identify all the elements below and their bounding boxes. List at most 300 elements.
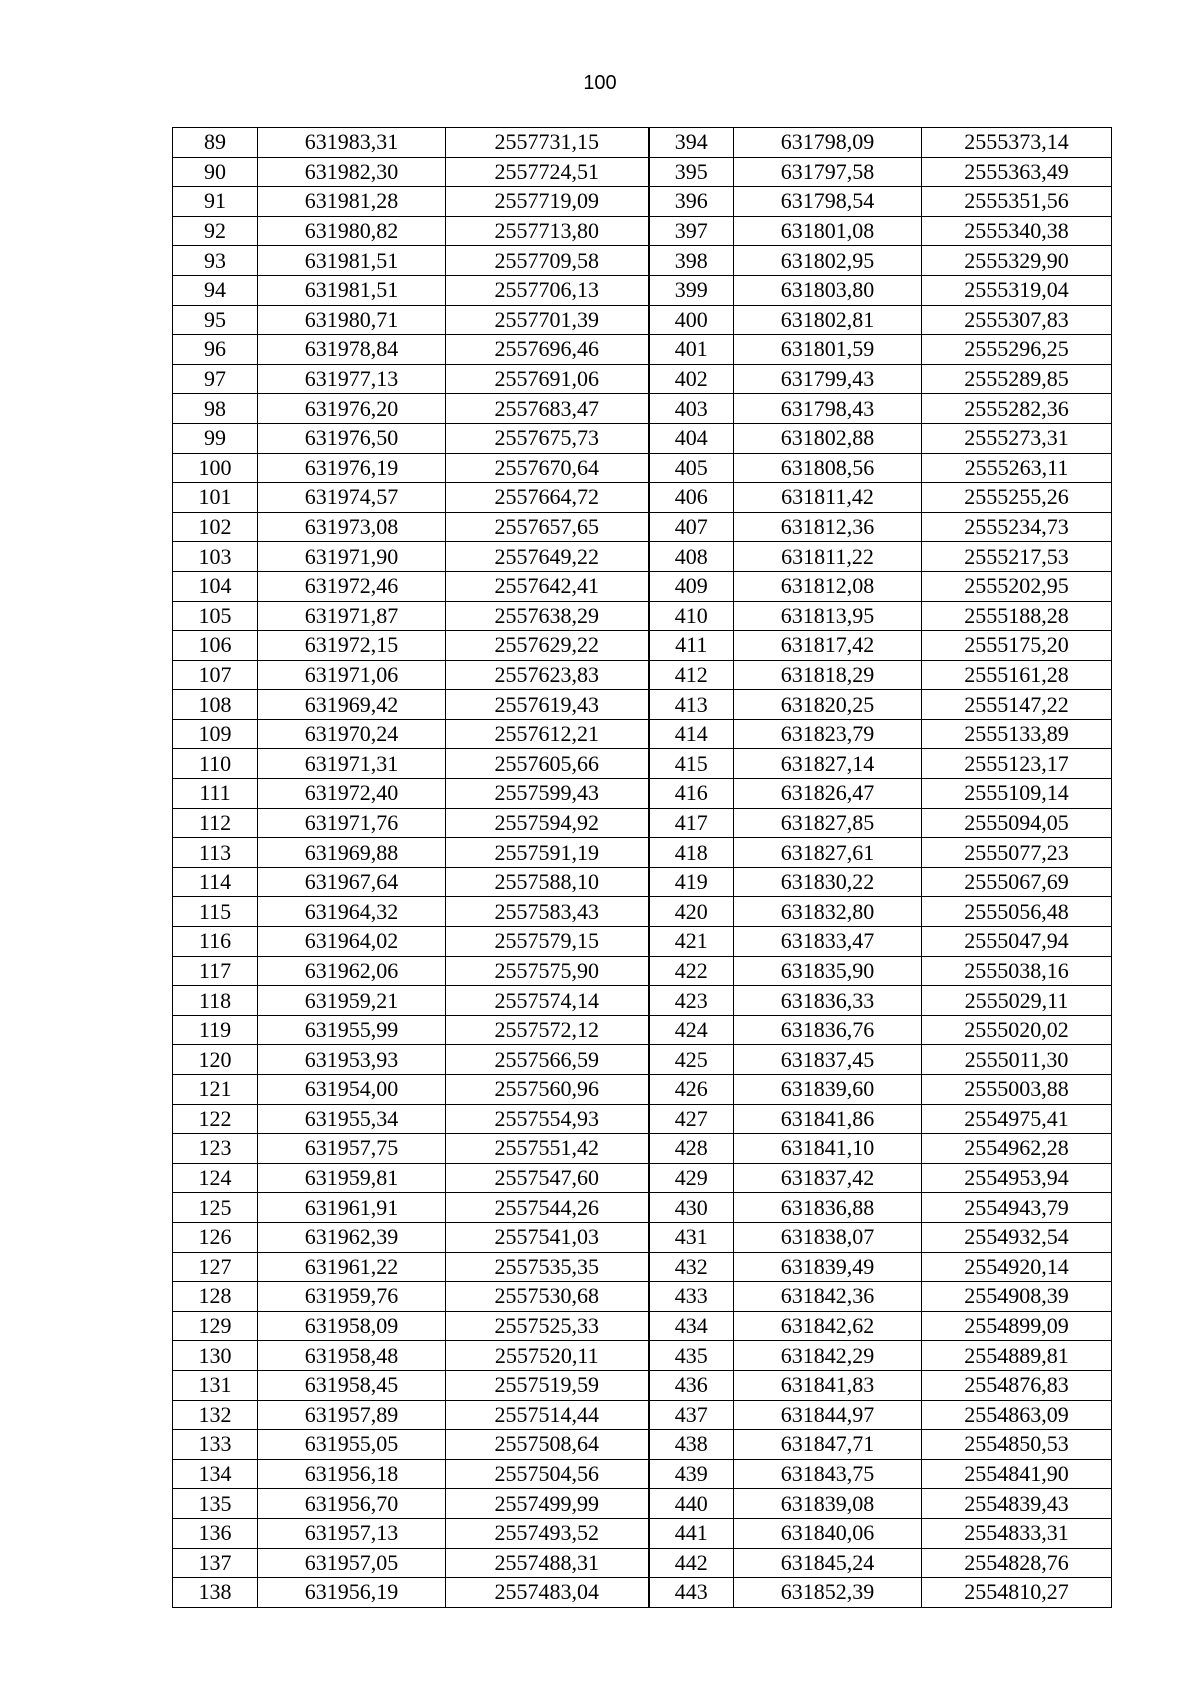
y-coordinate-right: 2555161,28	[922, 660, 1112, 690]
y-coordinate-left: 2557701,39	[446, 305, 649, 335]
x-coordinate-right: 631836,76	[734, 1015, 922, 1045]
x-coordinate-left: 631972,46	[258, 571, 446, 601]
table-row	[173, 956, 1112, 986]
point-number-right: 421	[649, 927, 734, 957]
point-number-right: 398	[649, 246, 734, 276]
table-row	[173, 719, 1112, 749]
y-coordinate-right: 2554863,09	[922, 1400, 1112, 1430]
y-coordinate-left: 2557713,80	[446, 216, 649, 246]
y-coordinate-right: 2555020,02	[922, 1015, 1112, 1045]
y-coordinate-left: 2557499,99	[446, 1489, 649, 1519]
x-coordinate-left: 631957,13	[258, 1518, 446, 1548]
y-coordinate-left: 2557535,35	[446, 1252, 649, 1282]
point-number-left: 120	[173, 1045, 258, 1075]
y-coordinate-left: 2557731,15	[446, 128, 649, 158]
x-coordinate-right: 631832,80	[734, 897, 922, 927]
y-coordinate-right: 2554828,76	[922, 1548, 1112, 1578]
point-number-left: 94	[173, 275, 258, 305]
x-coordinate-left: 631953,93	[258, 1045, 446, 1075]
point-number-right: 420	[649, 897, 734, 927]
point-number-left: 114	[173, 867, 258, 897]
point-number-right: 416	[649, 779, 734, 809]
point-number-right: 400	[649, 305, 734, 335]
x-coordinate-right: 631797,58	[734, 157, 922, 187]
point-number-left: 95	[173, 305, 258, 335]
x-coordinate-left: 631956,18	[258, 1459, 446, 1489]
y-coordinate-left: 2557623,83	[446, 660, 649, 690]
x-coordinate-right: 631808,56	[734, 453, 922, 483]
x-coordinate-right: 631837,45	[734, 1045, 922, 1075]
y-coordinate-right: 2555123,17	[922, 749, 1112, 779]
point-number-right: 432	[649, 1252, 734, 1282]
y-coordinate-left: 2557657,65	[446, 512, 649, 542]
x-coordinate-right: 631840,06	[734, 1518, 922, 1548]
point-number-left: 132	[173, 1400, 258, 1430]
point-number-left: 116	[173, 927, 258, 957]
x-coordinate-right: 631798,54	[734, 187, 922, 217]
y-coordinate-right: 2555029,11	[922, 986, 1112, 1016]
x-coordinate-left: 631959,81	[258, 1163, 446, 1193]
table-row	[173, 1489, 1112, 1519]
x-coordinate-right: 631827,61	[734, 838, 922, 868]
x-coordinate-left: 631957,89	[258, 1400, 446, 1430]
x-coordinate-right: 631839,60	[734, 1075, 922, 1105]
x-coordinate-left: 631972,40	[258, 779, 446, 809]
table-row	[173, 1548, 1112, 1578]
y-coordinate-right: 2555296,25	[922, 335, 1112, 365]
point-number-right: 428	[649, 1134, 734, 1164]
y-coordinate-left: 2557642,41	[446, 571, 649, 601]
x-coordinate-right: 631838,07	[734, 1222, 922, 1252]
x-coordinate-left: 631959,21	[258, 986, 446, 1016]
y-coordinate-left: 2557591,19	[446, 838, 649, 868]
y-coordinate-right: 2555319,04	[922, 275, 1112, 305]
point-number-left: 131	[173, 1370, 258, 1400]
point-number-left: 112	[173, 808, 258, 838]
x-coordinate-right: 631803,80	[734, 275, 922, 305]
y-coordinate-left: 2557696,46	[446, 335, 649, 365]
point-number-right: 437	[649, 1400, 734, 1430]
point-number-right: 401	[649, 335, 734, 365]
point-number-right: 404	[649, 423, 734, 453]
x-coordinate-left: 631981,51	[258, 246, 446, 276]
point-number-right: 442	[649, 1548, 734, 1578]
x-coordinate-right: 631823,79	[734, 719, 922, 749]
y-coordinate-right: 2555067,69	[922, 867, 1112, 897]
point-number-left: 111	[173, 779, 258, 809]
x-coordinate-right: 631845,24	[734, 1548, 922, 1578]
x-coordinate-left: 631972,15	[258, 631, 446, 661]
x-coordinate-left: 631980,82	[258, 216, 446, 246]
point-number-left: 117	[173, 956, 258, 986]
x-coordinate-right: 631801,59	[734, 335, 922, 365]
point-number-left: 121	[173, 1075, 258, 1105]
y-coordinate-left: 2557683,47	[446, 394, 649, 424]
y-coordinate-right: 2555202,95	[922, 571, 1112, 601]
y-coordinate-left: 2557574,14	[446, 986, 649, 1016]
x-coordinate-right: 631835,90	[734, 956, 922, 986]
y-coordinate-right: 2554962,28	[922, 1134, 1112, 1164]
point-number-left: 91	[173, 187, 258, 217]
table-row	[173, 631, 1112, 661]
table-row	[173, 1400, 1112, 1430]
y-coordinate-right: 2555307,83	[922, 305, 1112, 335]
point-number-left: 97	[173, 364, 258, 394]
y-coordinate-left: 2557612,21	[446, 719, 649, 749]
table-row	[173, 157, 1112, 187]
y-coordinate-right: 2554833,31	[922, 1518, 1112, 1548]
y-coordinate-left: 2557724,51	[446, 157, 649, 187]
y-coordinate-right: 2554889,81	[922, 1341, 1112, 1371]
point-number-left: 90	[173, 157, 258, 187]
table-row	[173, 335, 1112, 365]
y-coordinate-right: 2554975,41	[922, 1104, 1112, 1134]
y-coordinate-left: 2557594,92	[446, 808, 649, 838]
y-coordinate-right: 2554850,53	[922, 1430, 1112, 1460]
point-number-right: 409	[649, 571, 734, 601]
table-row	[173, 1430, 1112, 1460]
y-coordinate-left: 2557599,43	[446, 779, 649, 809]
y-coordinate-left: 2557605,66	[446, 749, 649, 779]
table-row	[173, 394, 1112, 424]
x-coordinate-left: 631971,31	[258, 749, 446, 779]
point-number-left: 101	[173, 483, 258, 513]
point-number-left: 100	[173, 453, 258, 483]
point-number-left: 113	[173, 838, 258, 868]
x-coordinate-left: 631962,39	[258, 1222, 446, 1252]
table-row	[173, 542, 1112, 572]
x-coordinate-right: 631841,83	[734, 1370, 922, 1400]
table-row	[173, 512, 1112, 542]
y-coordinate-left: 2557719,09	[446, 187, 649, 217]
x-coordinate-right: 631827,14	[734, 749, 922, 779]
x-coordinate-left: 631957,75	[258, 1134, 446, 1164]
point-number-right: 443	[649, 1578, 734, 1608]
table-row	[173, 867, 1112, 897]
y-coordinate-right: 2554908,39	[922, 1282, 1112, 1312]
table-row	[173, 1163, 1112, 1193]
y-coordinate-left: 2557583,43	[446, 897, 649, 927]
x-coordinate-right: 631812,08	[734, 571, 922, 601]
point-number-right: 402	[649, 364, 734, 394]
point-number-right: 425	[649, 1045, 734, 1075]
x-coordinate-left: 631958,09	[258, 1311, 446, 1341]
y-coordinate-right: 2555038,16	[922, 956, 1112, 986]
x-coordinate-right: 631799,43	[734, 364, 922, 394]
point-number-left: 137	[173, 1548, 258, 1578]
table-row	[173, 1518, 1112, 1548]
x-coordinate-right: 631852,39	[734, 1578, 922, 1608]
table-row	[173, 1370, 1112, 1400]
y-coordinate-left: 2557483,04	[446, 1578, 649, 1608]
x-coordinate-left: 631971,90	[258, 542, 446, 572]
x-coordinate-left: 631961,91	[258, 1193, 446, 1223]
x-coordinate-right: 631839,49	[734, 1252, 922, 1282]
x-coordinate-right: 631798,43	[734, 394, 922, 424]
x-coordinate-right: 631820,25	[734, 690, 922, 720]
point-number-right: 411	[649, 631, 734, 661]
point-number-right: 436	[649, 1370, 734, 1400]
point-number-left: 122	[173, 1104, 258, 1134]
x-coordinate-left: 631957,05	[258, 1548, 446, 1578]
x-coordinate-left: 631976,19	[258, 453, 446, 483]
point-number-right: 422	[649, 956, 734, 986]
point-number-left: 105	[173, 601, 258, 631]
y-coordinate-left: 2557575,90	[446, 956, 649, 986]
point-number-right: 440	[649, 1489, 734, 1519]
x-coordinate-right: 631836,88	[734, 1193, 922, 1223]
point-number-right: 408	[649, 542, 734, 572]
y-coordinate-right: 2555263,11	[922, 453, 1112, 483]
x-coordinate-right: 631842,62	[734, 1311, 922, 1341]
y-coordinate-right: 2555351,56	[922, 187, 1112, 217]
y-coordinate-left: 2557579,15	[446, 927, 649, 957]
table-row	[173, 187, 1112, 217]
x-coordinate-right: 631798,09	[734, 128, 922, 158]
x-coordinate-right: 631836,33	[734, 986, 922, 1016]
x-coordinate-right: 631811,42	[734, 483, 922, 513]
y-coordinate-right: 2555047,94	[922, 927, 1112, 957]
point-number-right: 406	[649, 483, 734, 513]
point-number-right: 441	[649, 1518, 734, 1548]
y-coordinate-left: 2557493,52	[446, 1518, 649, 1548]
point-number-right: 423	[649, 986, 734, 1016]
x-coordinate-right: 631802,88	[734, 423, 922, 453]
point-number-right: 431	[649, 1222, 734, 1252]
x-coordinate-left: 631976,50	[258, 423, 446, 453]
table-row	[173, 423, 1112, 453]
page-number: 100	[583, 72, 617, 94]
point-number-right: 399	[649, 275, 734, 305]
point-number-right: 395	[649, 157, 734, 187]
point-number-right: 419	[649, 867, 734, 897]
y-coordinate-left: 2557706,13	[446, 275, 649, 305]
x-coordinate-right: 631839,08	[734, 1489, 922, 1519]
y-coordinate-right: 2555011,30	[922, 1045, 1112, 1075]
point-number-left: 126	[173, 1222, 258, 1252]
x-coordinate-left: 631980,71	[258, 305, 446, 335]
x-coordinate-right: 631802,81	[734, 305, 922, 335]
point-number-right: 407	[649, 512, 734, 542]
table-row	[173, 246, 1112, 276]
point-number-right: 415	[649, 749, 734, 779]
y-coordinate-right: 2555234,73	[922, 512, 1112, 542]
y-coordinate-left: 2557508,64	[446, 1430, 649, 1460]
x-coordinate-right: 631801,08	[734, 216, 922, 246]
point-number-right: 410	[649, 601, 734, 631]
y-coordinate-left: 2557709,58	[446, 246, 649, 276]
point-number-left: 136	[173, 1518, 258, 1548]
point-number-left: 92	[173, 216, 258, 246]
x-coordinate-left: 631969,88	[258, 838, 446, 868]
x-coordinate-left: 631961,22	[258, 1252, 446, 1282]
y-coordinate-right: 2554943,79	[922, 1193, 1112, 1223]
table-row	[173, 897, 1112, 927]
x-coordinate-right: 631813,95	[734, 601, 922, 631]
point-number-left: 106	[173, 631, 258, 661]
y-coordinate-left: 2557638,29	[446, 601, 649, 631]
point-number-left: 115	[173, 897, 258, 927]
point-number-right: 396	[649, 187, 734, 217]
y-coordinate-right: 2555109,14	[922, 779, 1112, 809]
point-number-left: 124	[173, 1163, 258, 1193]
y-coordinate-left: 2557541,03	[446, 1222, 649, 1252]
y-coordinate-right: 2555147,22	[922, 690, 1112, 720]
point-number-left: 134	[173, 1459, 258, 1489]
point-number-left: 127	[173, 1252, 258, 1282]
table-row	[173, 1252, 1112, 1282]
x-coordinate-left: 631971,06	[258, 660, 446, 690]
table-row	[173, 1134, 1112, 1164]
point-number-right: 394	[649, 128, 734, 158]
table-row	[173, 1193, 1112, 1223]
table-row	[173, 275, 1112, 305]
y-coordinate-left: 2557649,22	[446, 542, 649, 572]
point-number-left: 108	[173, 690, 258, 720]
x-coordinate-left: 631971,76	[258, 808, 446, 838]
x-coordinate-left: 631967,64	[258, 867, 446, 897]
point-number-right: 430	[649, 1193, 734, 1223]
point-number-right: 435	[649, 1341, 734, 1371]
y-coordinate-right: 2555329,90	[922, 246, 1112, 276]
x-coordinate-right: 631817,42	[734, 631, 922, 661]
point-number-left: 128	[173, 1282, 258, 1312]
point-number-right: 405	[649, 453, 734, 483]
x-coordinate-left: 631955,99	[258, 1015, 446, 1045]
y-coordinate-right: 2555056,48	[922, 897, 1112, 927]
y-coordinate-right: 2555003,88	[922, 1075, 1112, 1105]
x-coordinate-right: 631847,71	[734, 1430, 922, 1460]
point-number-left: 99	[173, 423, 258, 453]
point-number-left: 110	[173, 749, 258, 779]
x-coordinate-left: 631977,13	[258, 364, 446, 394]
y-coordinate-right: 2555133,89	[922, 719, 1112, 749]
y-coordinate-right: 2555094,05	[922, 808, 1112, 838]
table-row	[173, 1341, 1112, 1371]
x-coordinate-left: 631964,32	[258, 897, 446, 927]
point-number-left: 118	[173, 986, 258, 1016]
table-row	[173, 927, 1112, 957]
y-coordinate-right: 2555077,23	[922, 838, 1112, 868]
x-coordinate-left: 631964,02	[258, 927, 446, 957]
y-coordinate-left: 2557525,33	[446, 1311, 649, 1341]
x-coordinate-right: 631827,85	[734, 808, 922, 838]
y-coordinate-right: 2554899,09	[922, 1311, 1112, 1341]
y-coordinate-right: 2555282,36	[922, 394, 1112, 424]
x-coordinate-left: 631981,28	[258, 187, 446, 217]
x-coordinate-right: 631841,86	[734, 1104, 922, 1134]
y-coordinate-left: 2557619,43	[446, 690, 649, 720]
y-coordinate-right: 2554876,83	[922, 1370, 1112, 1400]
y-coordinate-right: 2555188,28	[922, 601, 1112, 631]
point-number-right: 434	[649, 1311, 734, 1341]
y-coordinate-left: 2557572,12	[446, 1015, 649, 1045]
x-coordinate-right: 631818,29	[734, 660, 922, 690]
table-row	[173, 808, 1112, 838]
x-coordinate-right: 631837,42	[734, 1163, 922, 1193]
point-number-left: 96	[173, 335, 258, 365]
table-row	[173, 1015, 1112, 1045]
table-row	[173, 1578, 1112, 1608]
y-coordinate-left: 2557554,93	[446, 1104, 649, 1134]
point-number-left: 125	[173, 1193, 258, 1223]
point-number-right: 438	[649, 1430, 734, 1460]
point-number-left: 119	[173, 1015, 258, 1045]
x-coordinate-left: 631955,05	[258, 1430, 446, 1460]
y-coordinate-left: 2557560,96	[446, 1075, 649, 1105]
y-coordinate-right: 2555175,20	[922, 631, 1112, 661]
y-coordinate-right: 2555340,38	[922, 216, 1112, 246]
x-coordinate-left: 631981,51	[258, 275, 446, 305]
table-row	[173, 1045, 1112, 1075]
x-coordinate-left: 631971,87	[258, 601, 446, 631]
point-number-left: 130	[173, 1341, 258, 1371]
table-row	[173, 364, 1112, 394]
table-row	[173, 986, 1112, 1016]
point-number-right: 427	[649, 1104, 734, 1134]
point-number-left: 107	[173, 660, 258, 690]
y-coordinate-left: 2557519,59	[446, 1370, 649, 1400]
y-coordinate-left: 2557675,73	[446, 423, 649, 453]
coordinates-table-body	[173, 128, 1112, 1608]
y-coordinate-left: 2557551,42	[446, 1134, 649, 1164]
table-row	[173, 1459, 1112, 1489]
x-coordinate-right: 631826,47	[734, 779, 922, 809]
table-row	[173, 216, 1112, 246]
point-number-left: 103	[173, 542, 258, 572]
point-number-left: 129	[173, 1311, 258, 1341]
y-coordinate-right: 2555289,85	[922, 364, 1112, 394]
table-row	[173, 690, 1112, 720]
x-coordinate-right: 631830,22	[734, 867, 922, 897]
x-coordinate-left: 631959,76	[258, 1282, 446, 1312]
point-number-right: 403	[649, 394, 734, 424]
y-coordinate-left: 2557514,44	[446, 1400, 649, 1430]
point-number-left: 102	[173, 512, 258, 542]
y-coordinate-left: 2557530,68	[446, 1282, 649, 1312]
y-coordinate-left: 2557566,59	[446, 1045, 649, 1075]
x-coordinate-left: 631983,31	[258, 128, 446, 158]
x-coordinate-left: 631973,08	[258, 512, 446, 542]
x-coordinate-left: 631978,84	[258, 335, 446, 365]
point-number-right: 413	[649, 690, 734, 720]
y-coordinate-right: 2555255,26	[922, 483, 1112, 513]
point-number-right: 439	[649, 1459, 734, 1489]
y-coordinate-right: 2554841,90	[922, 1459, 1112, 1489]
y-coordinate-left: 2557670,64	[446, 453, 649, 483]
y-coordinate-left: 2557544,26	[446, 1193, 649, 1223]
x-coordinate-right: 631842,29	[734, 1341, 922, 1371]
x-coordinate-right: 631844,97	[734, 1400, 922, 1430]
y-coordinate-right: 2555273,31	[922, 423, 1112, 453]
y-coordinate-left: 2557547,60	[446, 1163, 649, 1193]
point-number-right: 426	[649, 1075, 734, 1105]
y-coordinate-right: 2555373,14	[922, 128, 1112, 158]
table-row	[173, 779, 1112, 809]
y-coordinate-right: 2555217,53	[922, 542, 1112, 572]
coordinates-table	[172, 127, 1112, 1608]
table-row	[173, 1075, 1112, 1105]
point-number-right: 412	[649, 660, 734, 690]
x-coordinate-right: 631833,47	[734, 927, 922, 957]
table-row	[173, 128, 1112, 158]
point-number-left: 104	[173, 571, 258, 601]
y-coordinate-left: 2557588,10	[446, 867, 649, 897]
point-number-left: 89	[173, 128, 258, 158]
y-coordinate-left: 2557691,06	[446, 364, 649, 394]
point-number-left: 135	[173, 1489, 258, 1519]
x-coordinate-left: 631954,00	[258, 1075, 446, 1105]
